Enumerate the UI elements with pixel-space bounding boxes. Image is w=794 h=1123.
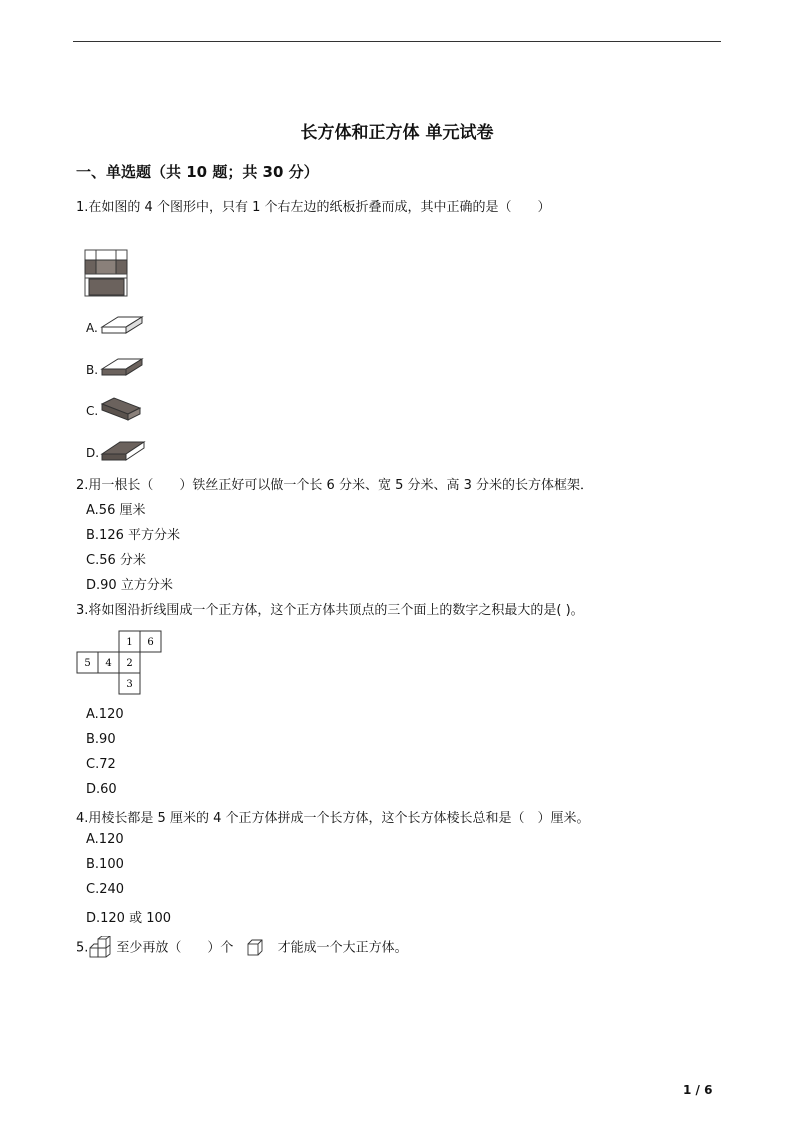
question-3-option-d[interactable]: D.60 bbox=[86, 782, 117, 797]
question-5-prefix: 5. bbox=[76, 940, 89, 956]
net-number-2: 2 bbox=[126, 658, 133, 669]
small-cube-icon bbox=[246, 939, 264, 957]
box-option-a-icon bbox=[100, 313, 146, 337]
section-heading: 一、单选题（共 10 题；共 30 分） bbox=[76, 163, 319, 181]
question-4-option-d[interactable]: D.120 或 100 bbox=[86, 911, 172, 926]
header-rule bbox=[73, 41, 721, 42]
cardboard-net-figure bbox=[84, 249, 132, 299]
question-4-option-a[interactable]: A.120 bbox=[86, 832, 124, 847]
net-number-1: 1 bbox=[126, 637, 133, 648]
net-number-6: 6 bbox=[147, 637, 154, 648]
question-5-middle: 至少再放（ ）个 bbox=[116, 940, 234, 956]
question-4-stem: 4.用棱长都是 5 厘米的 4 个正方体拼成一个长方体，这个长方体棱长总和是（ ）厘米。 bbox=[76, 811, 590, 826]
box-option-b-icon bbox=[100, 355, 146, 379]
cube-net-figure bbox=[76, 630, 166, 698]
page-number: 1 / 6 bbox=[683, 1083, 713, 1097]
question-5-suffix: 才能成一个大正方体。 bbox=[277, 940, 408, 956]
question-4-option-b[interactable]: B.100 bbox=[86, 857, 124, 872]
question-2-option-c[interactable]: C.56 分米 bbox=[86, 553, 146, 568]
question-3-option-a[interactable]: A.120 bbox=[86, 707, 124, 722]
question-3-stem: 3.将如图沿折线围成一个正方体，这个正方体共顶点的三个面上的数字之积最大的是( )。 bbox=[76, 603, 584, 618]
option-label: D. bbox=[86, 446, 100, 460]
question-2-option-a[interactable]: A.56 厘米 bbox=[86, 503, 146, 518]
question-2-option-d[interactable]: D.90 立方分米 bbox=[86, 578, 173, 593]
question-2-option-b[interactable]: B.126 平方分米 bbox=[86, 528, 180, 543]
stacked-cubes-icon bbox=[88, 936, 116, 960]
option-label: B. bbox=[86, 363, 99, 377]
net-number-5: 5 bbox=[84, 658, 91, 669]
net-number-4: 4 bbox=[105, 658, 112, 669]
option-label: C. bbox=[86, 404, 99, 418]
question-1-stem: 1.在如图的 4 个图形中，只有 1 个右左边的纸板折叠而成，其中正确的是（ ） bbox=[76, 200, 551, 215]
question-2-stem: 2.用一根长（ ）铁丝正好可以做一个长 6 分米、宽 5 分米、高 3 分米的长方体框架． bbox=[76, 478, 594, 493]
question-3-option-b[interactable]: B.90 bbox=[86, 732, 116, 747]
question-4-option-c[interactable]: C.240 bbox=[86, 882, 125, 897]
net-number-3: 3 bbox=[126, 679, 133, 690]
box-option-d-icon bbox=[100, 438, 148, 464]
option-label: A. bbox=[86, 321, 98, 335]
page-title: 长方体和正方体 单元试卷 bbox=[300, 123, 494, 143]
question-5-stem bbox=[76, 936, 408, 960]
box-option-c-icon bbox=[100, 396, 146, 422]
question-3-option-c[interactable]: C.72 bbox=[86, 757, 116, 772]
